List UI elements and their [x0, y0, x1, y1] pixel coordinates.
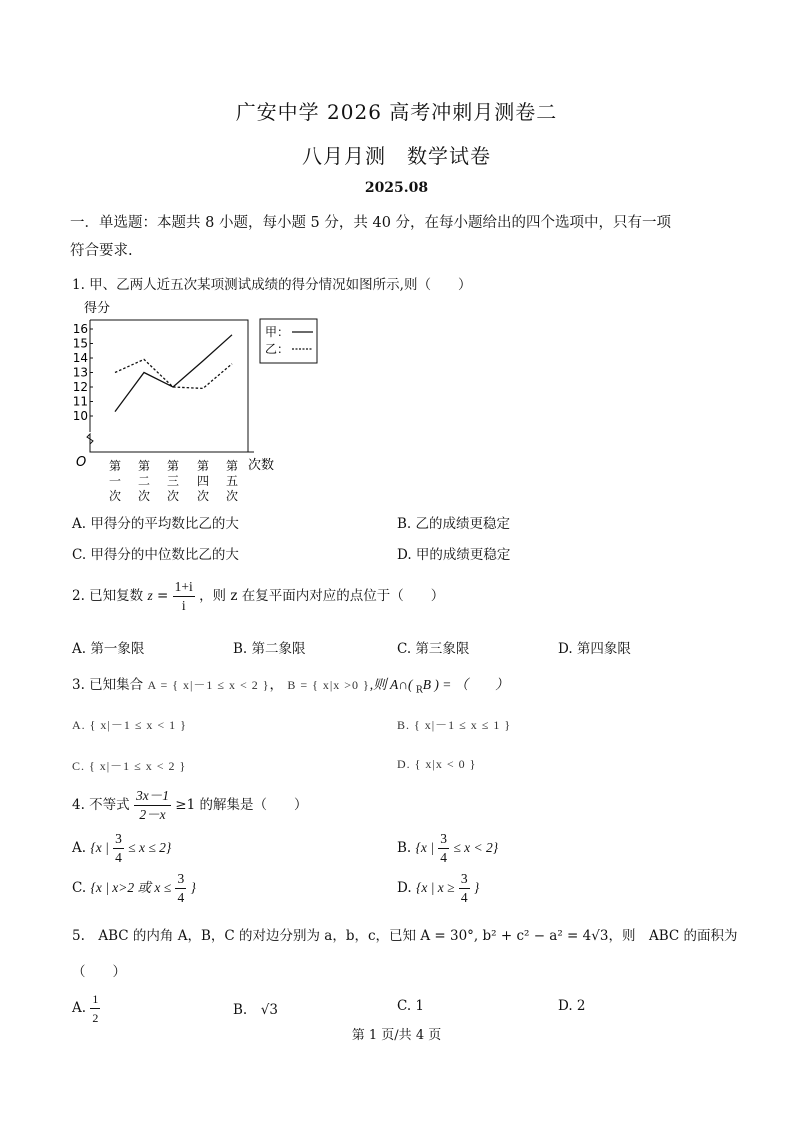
q3-option-a[interactable]: A. { x|－1 ≤ x < 1 }: [72, 718, 187, 732]
q2-stem: 2. 已知复数 z = $\frac{1+i}{i}$ ，则 z 在复平面内对应的点位于（ ）: [72, 579, 445, 613]
exam-subtitle: 八月月测 数学试卷: [302, 144, 491, 168]
q2-fraction: $\frac{1+i}{i}$: [174, 579, 193, 613]
x-tick-label-4: [197, 459, 209, 503]
y-tick-label: 14: [72, 351, 88, 365]
x-axis-label: 次数: [248, 458, 275, 473]
set-a: A = { x|－1 ≤ x < 2 }: [147, 678, 270, 692]
q3-option-d[interactable]: D. { x|x < 0 }: [397, 757, 477, 771]
y-tick-label: 12: [72, 380, 88, 394]
x-tick-char: 五: [225, 474, 239, 488]
q2-option-d[interactable]: D. 第四象限: [558, 641, 631, 657]
x-tick-char: 第: [166, 459, 180, 473]
chart-legend: [260, 319, 317, 363]
q2-option-b[interactable]: B. 第二象限: [233, 641, 306, 657]
x-tick-char: 第: [108, 459, 122, 473]
exam-title: 广安中学 2026 高考冲刺月测卷二: [235, 100, 558, 124]
q4-option-d[interactable]: D. {x | x ≥ $\frac{3}{4}$ }: [397, 871, 480, 905]
series-line-yi: [115, 359, 232, 388]
x-tick-char: 三: [166, 474, 180, 488]
q3-stem: 3. 已知集合 A = { x|－1 ≤ x < 2 }， B = { x|x >0 },则 A∩( $_R$B ) = （ ）: [72, 677, 509, 696]
x-tick-char: 次: [137, 489, 151, 503]
q5-option-c[interactable]: C. 1: [397, 998, 425, 1014]
q5-stem: 5. ABC 的内角 A，B，C 的对边分别为 a，b，c，已知 A = 30°, b² + c² − a² = 4√3，则 ABC 的面积为: [72, 928, 738, 944]
q4-fraction: $\frac{3x-1}{2-x}$: [135, 788, 169, 822]
x-tick-label-5: [226, 459, 238, 503]
section-heading: 一．单选题：本题共 8 小题，每小题 5 分，共 40 分，在每小题给出的四个选项中，只有一项: [70, 215, 672, 231]
x-tick-char: 次: [196, 489, 210, 503]
series-lines: [115, 335, 232, 412]
q3-option-b[interactable]: B. { x|－1 ≤ x ≤ 1 }: [397, 718, 512, 732]
y-tick-label: 15: [72, 336, 88, 351]
y-tick-label: 13: [72, 365, 88, 380]
q1-line-chart: [70, 296, 330, 506]
legend-label: 甲：: [265, 325, 290, 339]
exam-date: 2025.08: [364, 180, 429, 196]
q5-option-d[interactable]: D. 2: [558, 998, 586, 1014]
y-tick-label: 11: [72, 394, 88, 409]
q4-stem: 4. 不等式 $\frac{3x-1}{2-x}$ ≥1 的解集是（ ）: [72, 788, 308, 822]
y-axis-label: 得分: [84, 301, 111, 316]
y-tick-label: 16: [72, 322, 88, 336]
q1-option-a[interactable]: A. 甲得分的平均数比乙的大: [72, 516, 239, 532]
q1-stem: 1. 甲、乙两人近五次某项测试成绩的得分情况如图所示,则（ ）: [72, 277, 472, 293]
q1-option-d[interactable]: D. 甲的成绩更稳定: [397, 547, 511, 563]
origin-label: O: [76, 455, 87, 470]
page-footer: 第 1 页/共 4 页: [351, 1028, 442, 1043]
section-heading-cont: 符合要求.: [70, 243, 133, 259]
q1-option-b[interactable]: B. 乙的成绩更稳定: [397, 516, 511, 532]
plot-frame-box: [87, 320, 248, 452]
set-b: B = { x|x >0 }: [287, 678, 370, 692]
x-tick-char: 次: [166, 489, 180, 503]
x-tick-char: 次: [108, 489, 122, 503]
x-tick-char: 第: [225, 459, 239, 473]
x-tick-label-3: [167, 459, 179, 503]
q4-option-b[interactable]: B. {x | $\frac{3}{4}$ ≤ x < 2}: [397, 831, 499, 865]
x-tick-label-2: [138, 459, 150, 503]
x-tick-char: 二: [137, 474, 151, 488]
y-tick-label: 10: [72, 409, 88, 423]
x-tick-labels: [109, 459, 238, 503]
q2-option-c[interactable]: C. 第三象限: [397, 641, 470, 657]
q4-option-a[interactable]: A. {x | $\frac{3}{4}$ ≤ x ≤ 2}: [72, 831, 172, 865]
x-tick-char: 次: [225, 489, 239, 503]
q4-option-c[interactable]: C. {x | x>2 或 x ≤ $\frac{3}{4}$ }: [72, 871, 196, 905]
x-tick-char: 第: [137, 459, 151, 473]
x-tick-char: 四: [196, 474, 210, 488]
series-line-jia: [115, 335, 232, 412]
q2-option-a[interactable]: A. 第一象限: [72, 641, 145, 657]
q5-option-b[interactable]: B. √3: [233, 1002, 278, 1018]
q3-option-c[interactable]: C. { x|－1 ≤ x < 2 }: [72, 759, 187, 773]
q5-stem-cont: （ ）: [72, 964, 126, 980]
x-tick-char: 第: [196, 459, 210, 473]
x-tick-char: 一: [108, 474, 122, 488]
x-tick-label-1: [109, 459, 121, 503]
q1-option-c[interactable]: C. 甲得分的中位数比乙的大: [72, 547, 239, 563]
legend-label: 乙：: [265, 342, 290, 356]
q5-option-a[interactable]: A. $\frac{1}{2}$: [72, 992, 99, 1025]
